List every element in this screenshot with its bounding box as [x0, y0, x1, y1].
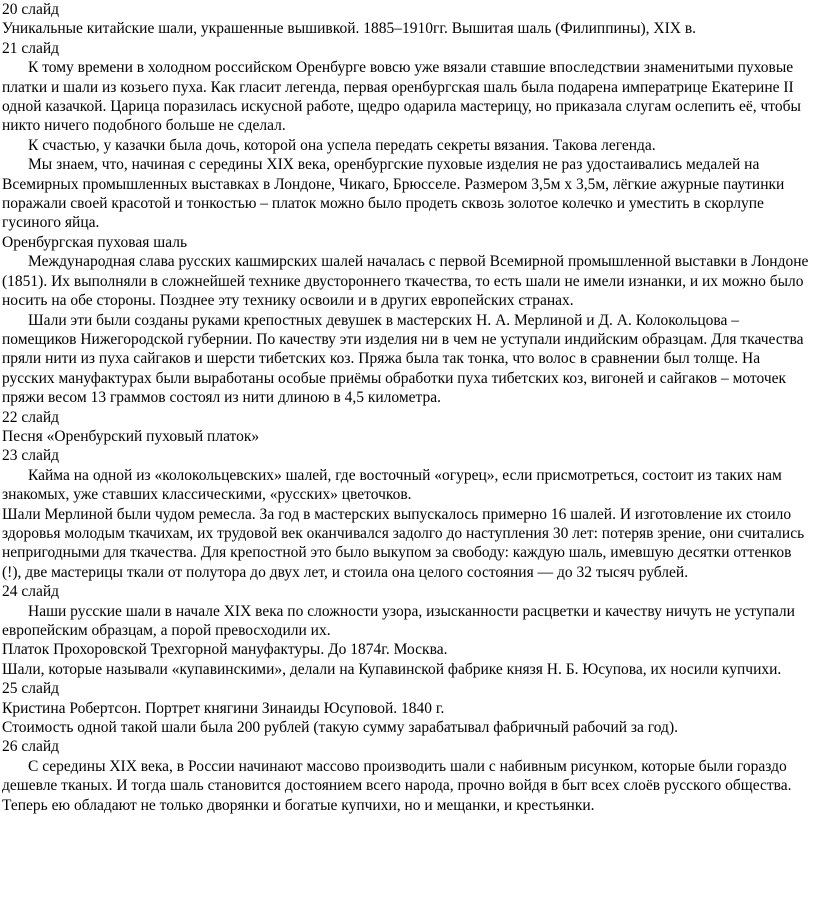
body-paragraph: Стоимость одной такой шали была 200 рублей (такую сумму зарабатывал фабричный рабочий за год).: [2, 719, 678, 737]
body-paragraph: С середины XIX века, в России начинают массово производить шали с набивным рисунком, которые были гораздо дешевле тканых. И тогда шаль становится достоянием всего народа, прочно войдя в быт всех слоёв русского общества. Теперь ею обладают не только дворянки и богатые купчихи, но и мещанки, и крестьянки.: [2, 757, 792, 814]
body-paragraph: К счастью, у казачки была дочь, которой она успела передать секреты вязания. Такова легенда.: [28, 136, 656, 154]
slide-heading: 20 слайд: [2, 1, 60, 18]
body-paragraph: Шали, которые называли «купавинскими», делали на Купавинской фабрике князя Н. Б. Юсупова, их носили купчихи.: [2, 660, 782, 678]
body-paragraph: К тому времени в холодном российском Оренбурге вовсю уже вязали ставшие впоследствии знаменитыми пуховые платки и шали из козьего пуха. Как гласит легенда, первая оренбургская шаль была подарена императрице Екатерине II одной казачкой. Царица поразилась искусной работе, щедро одарила мастерицу, но приказала слугам ослепить её, чтобы никто ничего подобного больше не сделал.: [2, 59, 801, 135]
caption: Платок Прохоровской Трехгорной мануфактуры. До 1874г. Москва.: [2, 641, 448, 659]
body-paragraph: Наши русские шали в начале XIX века по сложности узора, изысканности расцветки и качеству ничуть не уступали европейским образцам, а порой превосходили их.: [2, 602, 795, 639]
body-paragraph: Шали Мерлиной были чудом ремесла. За год в мастерских выпускалось примерно 16 шалей. И изготовление их стоило здоровья молодым ткачихам, их трудовой век оканчивался задолго до наступления 30 лет: потеряв зрение, они считались непригодными для ткачества. Для крепостной это было выкупом за свободу: каждую шаль, имевшую десятки оттенков (!), две мастерицы ткали от полутора до двух лет, и стоила она целого состояния — до 32 тысяч рублей.: [2, 505, 805, 581]
slide-heading: 24 слайд: [2, 583, 60, 601]
slide-heading: 25 слайд: [2, 680, 60, 698]
caption: Песня «Оренбурский пуховый платок»: [2, 427, 260, 445]
slide-heading: 22 слайд: [2, 408, 60, 426]
body-paragraph: Кайма на одной из «колокольцевских» шалей, где восточный «огурец», если присмотреться, состоит из таких нам знакомых, уже ставших классическими, «русских» цветочков.: [2, 466, 782, 504]
body-paragraph: Шали эти были созданы руками крепостных девушек в мастерских Н. А. Мерлиной и Д. А. Колокольцова – помещиков Нижегородской губернии. По качеству эти изделия ни в чем не уступали индийским образцам. Для ткачества пряли нити из пуха сайгаков и шерсти тибетских коз. Пряжа была так тонка, что волос в сравнении был толще. На русских мануфактурах были выработаны особые приёмы обработки пуха тибетских коз, вигоней и сайгаков – моточек пряжи весом 13 граммов состоял из нити длиною в 4,5 километра.: [2, 311, 804, 407]
slide-heading: 26 слайд: [2, 738, 60, 756]
caption: Кристина Робертсон. Портрет княгини Зинаиды Юсуповой. 1840 г.: [2, 699, 445, 717]
slide-heading: 23 слайд: [2, 447, 60, 465]
caption: Оренбургская пуховая шаль: [2, 233, 188, 251]
body-paragraph: Мы знаем, что, начиная с середины XIX века, оренбургские пуховые изделия не раз удостаивались медалей на Всемирных промышленных выставках в Лондоне, Чикаго, Брюсселе. Размером 3,5м х 3,5м, лёгкие ажурные паутинки поражали своей красотой и тонкостью – платок можно было продеть сквозь золотое колечко и уместить в скорлупе гусиного яйца.: [2, 156, 785, 232]
caption: Уникальные китайские шали, украшенные вышивкой. 1885–1910гг. Вышитая шаль (Филиппины), XIX в.: [2, 20, 697, 38]
slide-heading: 21 слайд: [2, 39, 60, 57]
body-paragraph: Международная слава русских кашмирских шалей началась с первой Всемирной промышленной выставки в Лондоне (1851). Их выполняли в сложнейшей технике двустороннего ткачества, то есть шали не имели изнанки, и их можно было носить на обе стороны. Позднее эту технику освоили и в других европейских странах.: [2, 253, 809, 310]
